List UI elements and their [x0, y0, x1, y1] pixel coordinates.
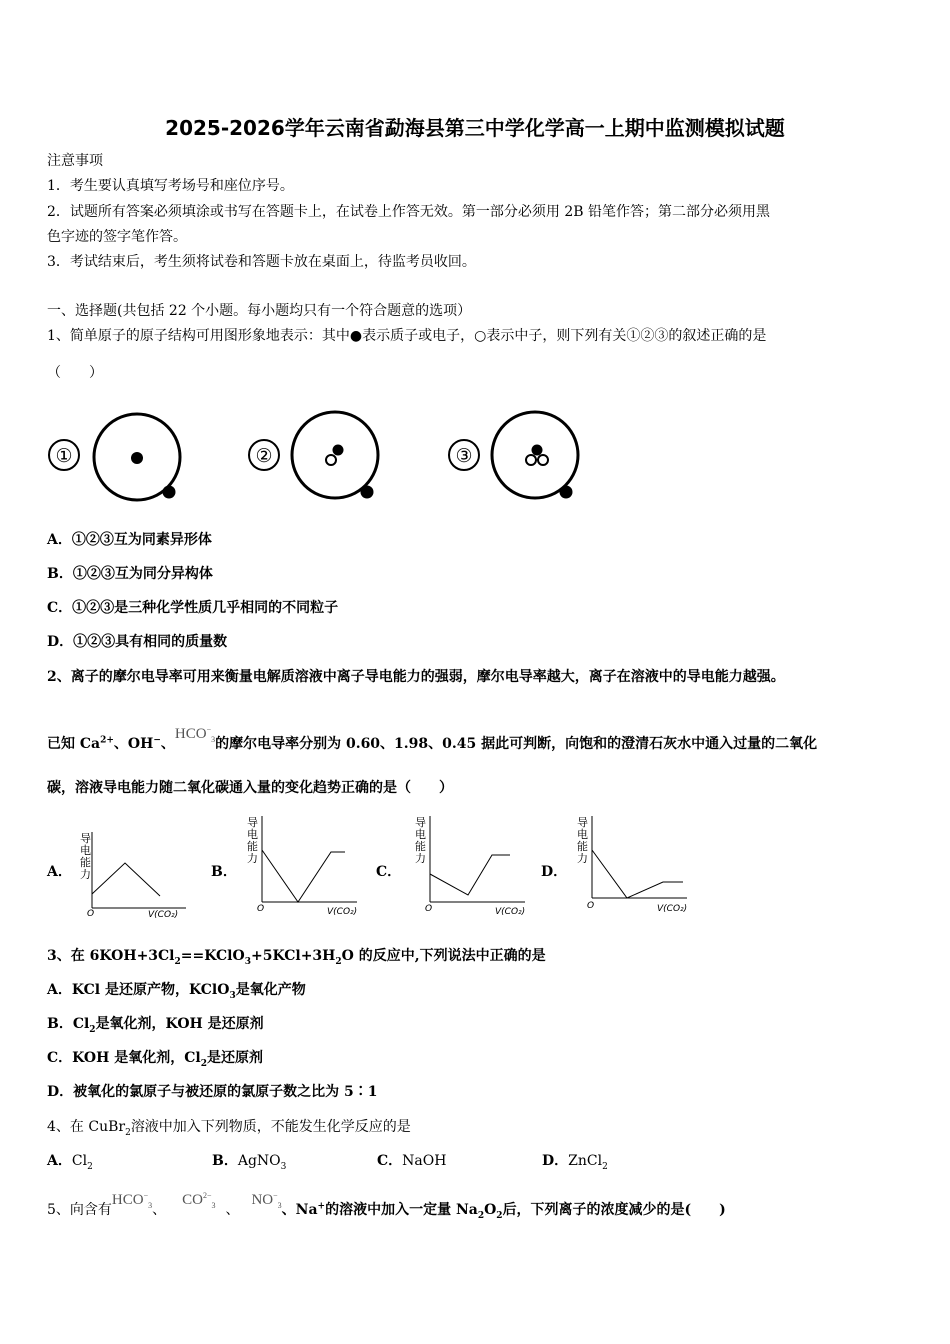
atom-1-electron [163, 486, 176, 499]
q4-option-d: D．ZnCl$_2$ [542, 1153, 608, 1172]
q4-option-c: C．NaOH [377, 1153, 447, 1169]
graph-d-ylabel-3: 能 [577, 840, 588, 853]
graph-d-ylabel-2: 电 [577, 828, 588, 841]
graph-a-xlabel: V(CO₂) [148, 910, 179, 920]
notice-item-2-cont: 色字迹的签字笔作答。 [47, 229, 187, 245]
atom-label-3: ③ [455, 445, 473, 467]
q1-option-b: B．①②③互为同分异构体 [47, 566, 213, 582]
atom-1-proton [131, 452, 143, 464]
atom-2-electron [361, 486, 374, 499]
q4-option-b: B．AgNO$_3$ [212, 1153, 287, 1172]
q3-option-b: B．$Cl_2$是氧化剂，KOH 是还原剂 [47, 1016, 264, 1035]
q2-line2: 已知 $Ca^{2+}$、OH−、$HCO^-_3$的摩尔电导率分别为 0.60、1.98、0.45 据此可判断，向饱和的澄清石灰水中通入过量的二氧化 [47, 725, 818, 752]
graph-b-ylabel-1: 导 [247, 816, 258, 829]
q1-option-c: C．①②③是三种化学性质几乎相同的不同粒子 [47, 600, 339, 616]
atom-label-1: ① [55, 445, 73, 467]
q3-stem: 3、在 $6KOH+3Cl_2==KClO_3+5KCl+3H_2O$ 的反应中,下列说法中正确的是 [47, 948, 546, 967]
graph-d-curve [592, 850, 683, 898]
q3-option-d: D．被氧化的氯原子与被还原的氯原子数之比为 5∶1 [47, 1084, 378, 1100]
graph-a-origin: O [87, 909, 95, 919]
graph-b-xlabel: V(CO₂) [327, 907, 358, 917]
q4-option-a: A．$Cl_2$ [47, 1153, 93, 1172]
graph-c-ylabel-4: 力 [415, 852, 426, 865]
q3-option-a: A．KCl 是还原产物，KClO$_3$是氧化产物 [47, 982, 306, 1001]
notice-item-2: 2．试题所有答案必须填涂或书写在答题卡上，在试卷上作答无效。第一部分必须用 2B 铅笔作答；第二部分必须用黑 [47, 204, 770, 220]
graph-d-label: D． [541, 864, 568, 880]
atom-3-electron [560, 486, 573, 499]
graph-b-label: B． [211, 864, 237, 880]
graph-b-ylabel-4: 力 [247, 852, 258, 865]
q3-option-c: C．KOH 是氧化剂，$Cl_2$是还原剂 [47, 1050, 263, 1069]
graph-a-ylabel-4: 力 [80, 868, 91, 881]
q1-option-d: D．①②③具有相同的质量数 [47, 634, 228, 650]
atom-2-shell [292, 412, 378, 498]
graph-b-ylabel-2: 电 [247, 828, 258, 841]
graph-b-curve [262, 850, 345, 902]
q5-ion-no3: $NO^-_3$ [251, 1191, 282, 1210]
graph-d-ylabel-4: 力 [577, 852, 588, 865]
q2-line3: 碳，溶液导电能力随二氧化碳通入量的变化趋势正确的是（ ） [47, 780, 453, 796]
graph-a-curve [92, 863, 160, 896]
q1-stem: 1、简单原子的原子结构可用图形象地表示：其中●表示质子或电子，○表示中子，则下列有关①②③的叙述正确的是 [47, 328, 767, 344]
q2-line1: 2、离子的摩尔电导率可用来衡量电解质溶液中离子导电能力的强弱，摩尔电导率越大，离子在溶液中的导电能力越强。 [47, 669, 785, 685]
graph-c-origin: O [425, 904, 433, 914]
q4-stem: 4、在 CuBr$_2$溶液中加入下列物质，不能发生化学反应的是 [47, 1119, 411, 1138]
q1-option-a: A．①②③互为同素异形体 [47, 532, 212, 548]
graph-b-origin: O [257, 904, 265, 914]
notice-item-3: 3．考试结束后，考生须将试卷和答题卡放在桌面上，待监考员收回。 [47, 254, 476, 270]
graph-d-origin: O [587, 901, 595, 911]
graph-c-ylabel-2: 电 [415, 828, 426, 841]
graph-c-curve [430, 855, 510, 895]
graph-a-label: A． [47, 864, 72, 880]
graph-a-ylabel-3: 能 [80, 856, 91, 869]
graph-d-ylabel-1: 导 [577, 816, 588, 829]
atom-3-neutron-1 [526, 455, 536, 465]
q5-ion-co3: $CO^{2-}_3$ [182, 1191, 216, 1210]
section-heading: 一、选择题(共包括 22 个小题。每小题均只有一个符合题意的选项） [47, 303, 472, 319]
graph-c-ylabel-3: 能 [415, 840, 426, 853]
hco3-ion: $HCO^-_3$ [174, 725, 216, 744]
graph-a [78, 828, 193, 923]
atom-3-neutron-2 [538, 455, 548, 465]
notice-heading: 注意事项 [47, 153, 103, 169]
graph-a-ylabel-2: 电 [80, 844, 91, 857]
graph-c [413, 812, 538, 922]
atom-2-neutron [326, 455, 336, 465]
atom-3-proton [532, 445, 543, 456]
graph-b-ylabel-3: 能 [247, 840, 258, 853]
q5-ion-hco3: $HCO^-_3$ [111, 1191, 153, 1210]
graph-a-ylabel-1: 导 [80, 832, 91, 845]
graph-d-xlabel: V(CO₂) [657, 904, 688, 914]
graph-b [245, 812, 370, 922]
graph-c-xlabel: V(CO₂) [495, 907, 526, 917]
notice-item-1: 1．考生要认真填写考场号和座位序号。 [47, 178, 294, 194]
graph-d [575, 812, 700, 922]
graph-c-label: C． [376, 864, 402, 880]
q1-paren: （ ） [47, 365, 103, 381]
graph-c-ylabel-1: 导 [415, 816, 426, 829]
page-title: 2025-2026学年云南省勐海县第三中学化学高一上期中监测模拟试题 [165, 116, 785, 140]
atom-label-2: ② [255, 445, 273, 467]
atom-2-proton [333, 445, 344, 456]
q5-stem: 5、向含有$HCO^-_3$、$CO^{2-}_3$ 、$NO^-_3$、Na+的溶液中加入一定量 $Na_2O_2$后，下列离子的浓度减少的是( ) [47, 1191, 726, 1221]
q1-atom-figure [40, 400, 600, 515]
